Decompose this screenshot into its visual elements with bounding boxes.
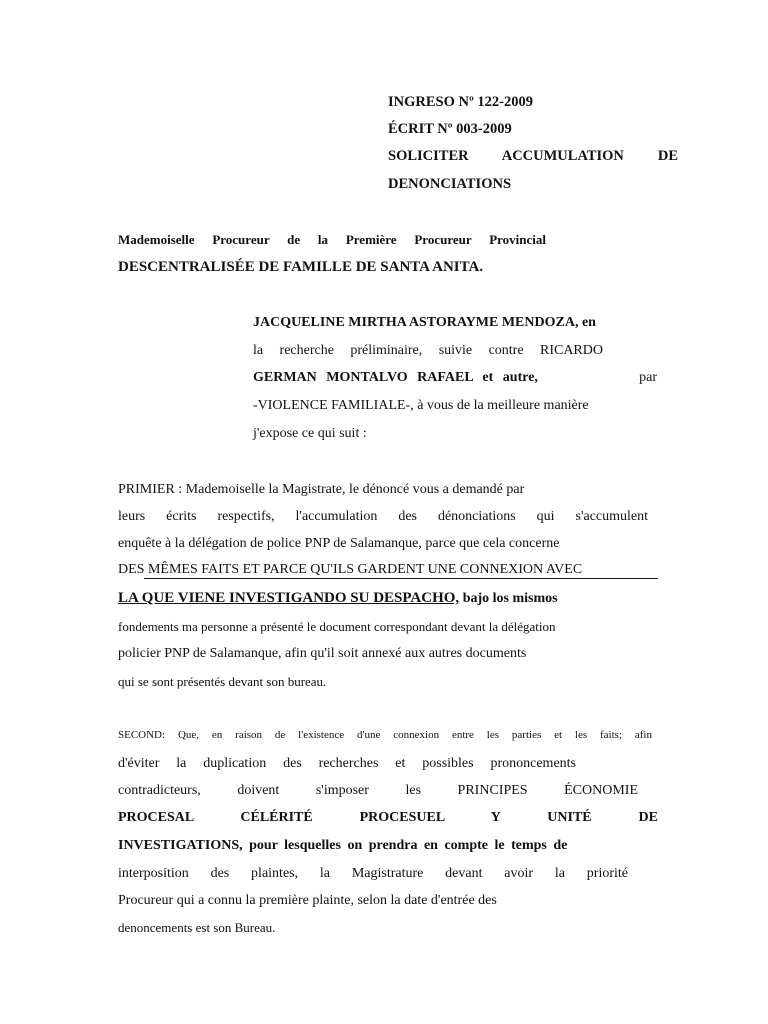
second-line3: contradicteurs, doivent s'imposer les PRINCIPES ÉCONOMIE [118,783,638,798]
primier-line1: PRIMIER : Mademoiselle la Magistrate, le dénoncé vous a demandé par [118,482,525,497]
primier-line3: enquête à la délégation de police PNP de Salamanque, parce que cela concerne [118,536,560,551]
primier-line2: leurs écrits respectifs, l'accumulation des dénonciations qui s'accumulent [118,509,648,524]
intro-name-line [253,315,596,331]
header-ingreso: INGRESO Nº 122-2009 [388,94,533,110]
second-line2: d'éviter la duplication des recherches et possibles prononcements [118,756,576,771]
second-line7: Procureur qui a connu la première plainte, selon la date d'entrée des [118,893,497,908]
addressee-line2: DESCENTRALISÉE DE FAMILLE DE SANTA ANITA. [118,259,484,275]
header-subject: SOLICITER ACCUMULATION DE [388,148,678,164]
intro-line3-par: par [639,370,657,385]
primier-line4 [118,562,582,578]
second-line5-rest: pour lesquelles on prendra en compte le temps de [242,838,568,853]
second-line8: denoncements est son Bureau. [118,920,276,935]
primier-line4-des: DES [118,562,148,577]
addressee-line1: Mademoiselle Procureur de la Première Procureur Provincial [118,232,546,247]
plaintiff-name: JACQUELINE MIRTHA ASTORAYME MENDOZA, [253,315,579,330]
intro-line3 [253,370,657,386]
primier-line5 [118,590,558,607]
intro-line4: -VIOLENCE FAMILIALE-, à vous de la meilleure manière [253,398,589,413]
defendant-name: GERMAN MONTALVO RAFAEL et autre, [253,370,538,385]
intro-line5: j'expose ce qui suit : [253,426,367,441]
header-ecrit: ÉCRIT Nº 003-2009 [388,121,512,137]
second-line1: SECOND: Que, en raison de l'existence d'une connexion entre les parties et les faits; afin [118,729,652,741]
primier-line8: qui se sont présentés devant son bureau. [118,674,327,689]
underline-rule [144,578,658,579]
second-line6: interposition des plaintes, la Magistrature devant avoir la priorité [118,866,628,881]
second-line5-bold: INVESTIGATIONS, [118,838,243,853]
intro-name-suffix: en [578,315,596,330]
primier-line7: policier PNP de Salamanque, afin qu'il soit annexé aux autres documents [118,646,527,661]
primier-line4-caps: MÊMES FAITS ET PARCE QU'ILS GARDENT UNE CONNEXION AVEC [147,562,583,577]
primier-line5-underlined: LA QUE VIENE INVESTIGANDO SU DESPACHO, [118,590,460,606]
second-line4: PROCESAL CÉLÉRITÉ PROCESUEL Y UNITÉ DE [118,810,658,825]
primier-line6: fondements ma personne a présenté le document correspondant devant la délégation [118,619,556,634]
second-line5 [118,838,567,854]
primier-line5-rest: bajo los mismos [459,591,558,606]
header-subject-cont: DENONCIATIONS [388,176,512,192]
intro-line2: la recherche préliminaire, suivie contre RICARDO [253,343,603,358]
